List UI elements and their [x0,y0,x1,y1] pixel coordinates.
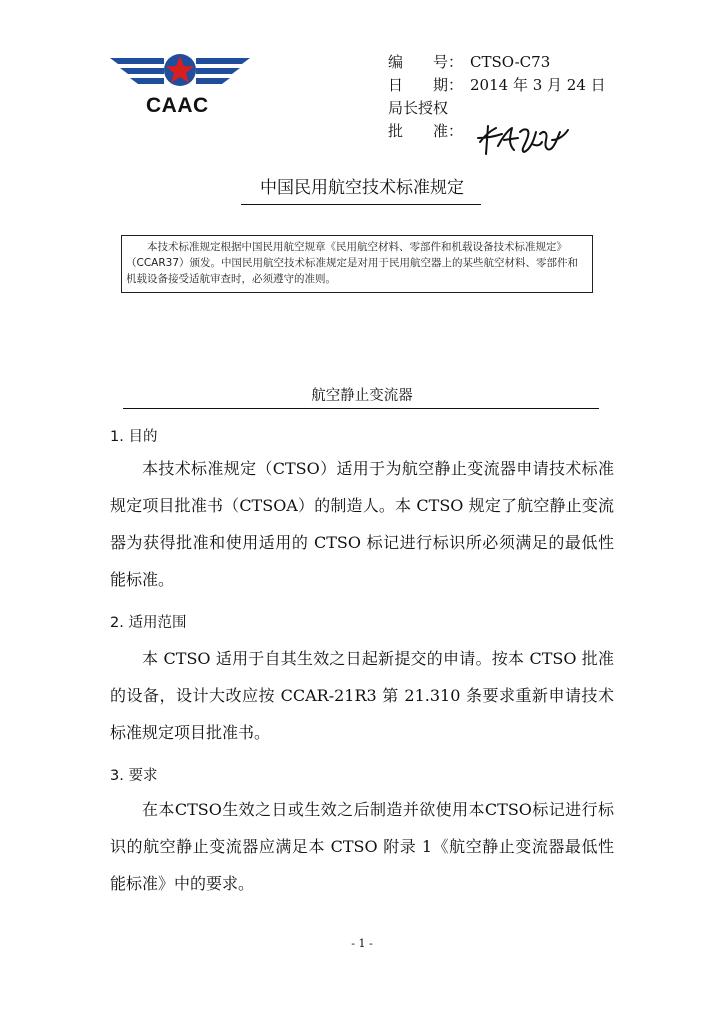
meta-label: 编 号： [388,53,464,71]
meta-value: CTSO-C73 [470,53,551,71]
title-underline [241,204,481,205]
document-title: 中国民用航空技术标准规定 [260,178,464,198]
meta-value: 2014 年 3 月 24 日 [470,76,606,94]
subtitle-underline [123,408,599,409]
section-heading-purpose: 1. 目的 [110,429,158,445]
section-paragraph-purpose: 本技术标准规定（CTSO）适用于为航空静止变流器申请技术标准规定项目批准书（CTSOA）的制造人。本 CTSO 规定了航空静止变流器为获得批准和使用适用的 CTSO 标记进行标识所必须满足的最低性能标准。 [110,459,614,589]
signature-icon [474,120,574,160]
meta-label: 日 期： [388,76,464,94]
meta-number [388,51,606,74]
meta-date [388,74,606,97]
meta-label: 批 准： [388,122,464,140]
meta-authorization [388,97,606,120]
page-number: - 1 - [351,937,373,950]
meta-label: 局长授权 [388,99,449,117]
section-heading-scope: 2. 适用范围 [110,615,187,631]
section-heading-requirements: 3. 要求 [110,768,158,784]
logo-text: CAAC [146,94,209,117]
notice-text: 本技术标准规定根据中国民用航空规章《民用航空材料、零部件和机载设备技术标准规定》（CCAR37）颁发。中国民用航空技术标准规定是对用于民用航空器上的某些航空材料、零部件和机载设备接受适航审查时，必须遵守的准则。 [126,241,579,285]
standard-subtitle: 航空静止变流器 [311,388,413,404]
section-paragraph-scope: 本 CTSO 适用于自其生效之日起新提交的申请。按本 CTSO 批准的设备，设计大改应按 CCAR-21R3 第 21.310 条要求重新申请技术标准规定项目批准书。 [110,649,614,742]
notice-box [121,235,593,293]
section-paragraph-requirements: 在本CTSO生效之日或生效之后制造并欲使用本CTSO标记进行标识的航空静止变流器应满足本 CTSO 附录 1《航空静止变流器最低性能标准》中的要求。 [110,800,614,893]
